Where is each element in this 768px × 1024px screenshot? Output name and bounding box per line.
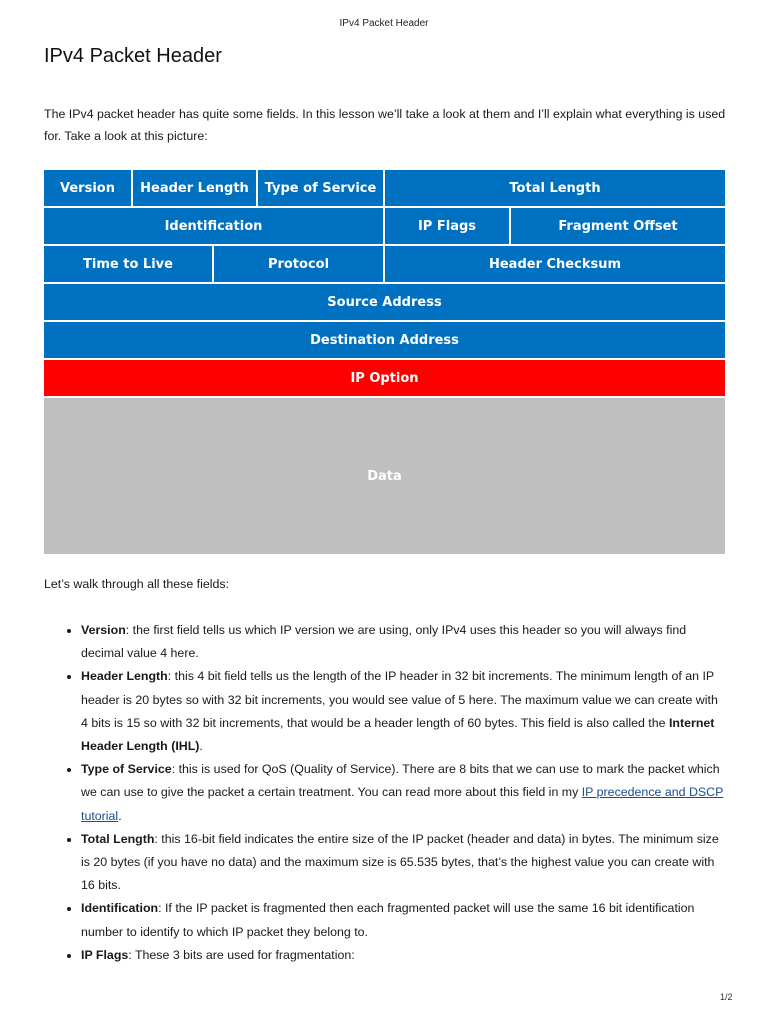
list-item-header-length xyxy=(81,665,728,758)
description: : the first field tells us which IP version we are using, only IPv4 uses this header so you will always find decimal value 4 here. xyxy=(81,623,687,661)
ihl-term: Internet Header Length (IHL) xyxy=(81,715,715,754)
term: Version xyxy=(81,623,126,637)
list-item-identification xyxy=(81,897,728,943)
walk-through-text: Let’s walk through all these fields: xyxy=(44,577,230,591)
description-end: . xyxy=(199,739,203,754)
page-number: 1/2 xyxy=(720,992,733,1002)
diagram-row-5 xyxy=(44,322,725,358)
dscp-tutorial-link[interactable]: IP precedence and DSCP tutorial xyxy=(81,785,724,823)
term: Header Length xyxy=(81,669,168,684)
diagram-row-7 xyxy=(44,398,725,554)
intro-paragraph: The IPv4 packet header has quite some fields. In this lesson we’ll take a look at them and I’ll explain what everything is used for. Take a look at this picture: xyxy=(44,107,726,143)
field-header-checksum: Header Checksum xyxy=(385,246,725,282)
running-header: IPv4 Packet Header xyxy=(339,18,429,29)
field-time-to-live: Time to Live xyxy=(44,246,214,282)
description-end: . xyxy=(118,808,122,823)
field-data: Data xyxy=(44,398,725,554)
term: Total Length xyxy=(81,831,155,846)
description: : If the IP packet is fragmented then each fragmented packet will use the same 16 bit identification number to identify to which IP packet they belong to. xyxy=(81,901,695,939)
diagram-row-4 xyxy=(44,284,725,320)
field-source-address: Source Address xyxy=(44,284,725,320)
field-ip-flags: IP Flags xyxy=(385,208,511,244)
list-item-ip-flags xyxy=(81,944,728,967)
ipv4-header-diagram xyxy=(44,170,725,556)
description: : this 4 bit field tells us the length of the IP header in 32 bit increments. The minimum length of an IP header is 20 bytes so with 32 bit increments, you would see value of 5 here. The maximum value we can create with 4 bits is 15 so with 32 bit increments, that would be a header length of 60 bytes. This field is also called the xyxy=(81,669,718,730)
diagram-row-3 xyxy=(44,246,725,282)
term: Type of Service xyxy=(81,762,172,777)
field-total-length: Total Length xyxy=(385,170,725,206)
field-ip-option: IP Option xyxy=(44,360,725,396)
list-item-total-length xyxy=(81,828,728,898)
page-title: IPv4 Packet Header xyxy=(44,45,222,67)
list-item-type-of-service xyxy=(81,758,728,828)
field-list xyxy=(44,619,728,967)
diagram-row-1 xyxy=(44,170,725,206)
description: : this 16-bit field indicates the entire size of the IP packet (header and data) in bytes. The minimum size is 20 bytes (if you have no data) and the maximum size is 65.535 bytes, that’s the highest value you can create with 16 bits. xyxy=(81,831,719,893)
term: Identification xyxy=(81,901,159,916)
description: : These 3 bits are used for fragmentation: xyxy=(128,947,355,962)
field-identification: Identification xyxy=(44,208,385,244)
term: IP Flags xyxy=(81,947,129,962)
field-protocol: Protocol xyxy=(214,246,385,282)
field-destination-address: Destination Address xyxy=(44,322,725,358)
diagram-row-6 xyxy=(44,360,725,396)
list-item-version xyxy=(81,619,728,665)
field-fragment-offset: Fragment Offset xyxy=(511,208,725,244)
description: : this is used for QoS (Quality of Service). There are 8 bits that we can use to mark the packet which we can use to give the packet a certain treatment. You can read more about this field in my xyxy=(81,762,720,800)
field-type-of-service: Type of Service xyxy=(258,170,385,206)
diagram-row-2 xyxy=(44,208,725,244)
field-version: Version xyxy=(44,170,133,206)
field-header-length: Header Length xyxy=(133,170,258,206)
